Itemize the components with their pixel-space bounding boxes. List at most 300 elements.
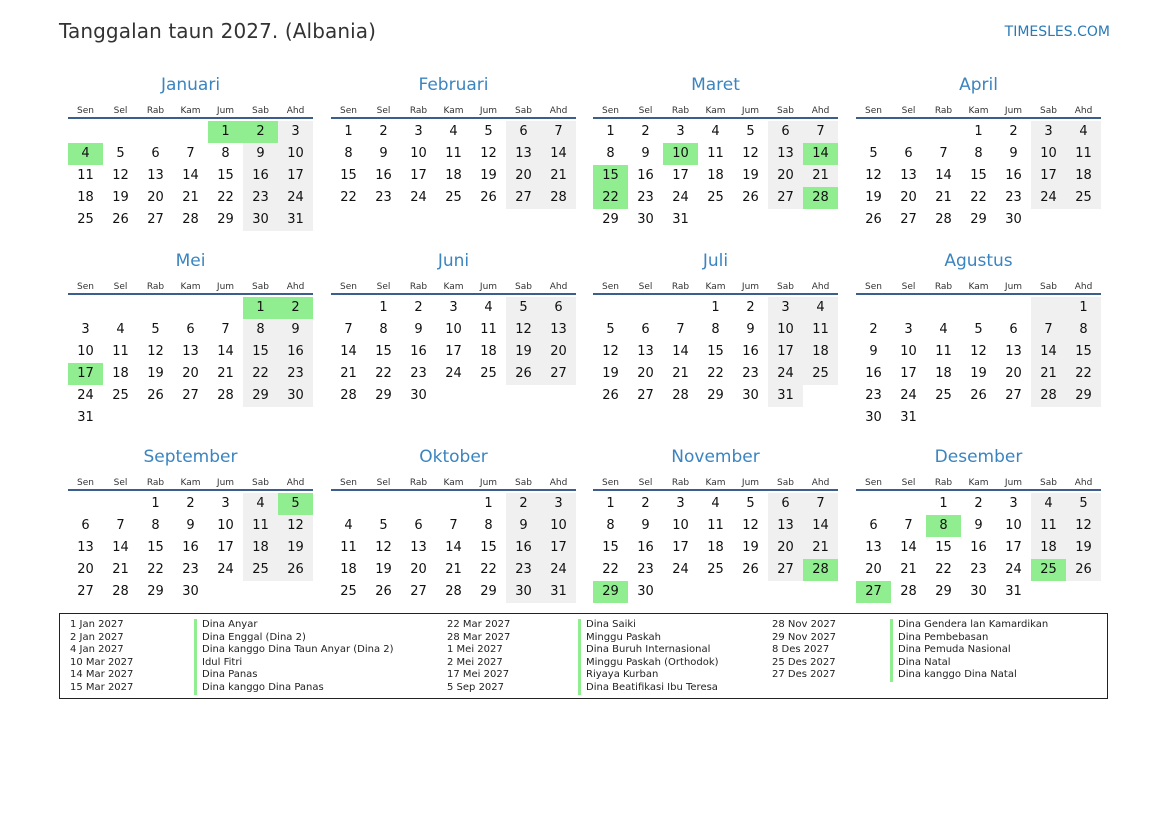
weekday-header: [856, 272, 1101, 295]
weekday-label: Rab: [934, 106, 953, 116]
weekday-label: Rab: [409, 106, 428, 116]
month-title: Agustus: [944, 251, 1013, 271]
day-cell: 19: [375, 562, 392, 577]
holiday-date: 25 Des 2027: [772, 656, 836, 668]
empty-day-cell: [961, 297, 996, 319]
weekday-label: Sen: [602, 478, 619, 488]
day-cell: 11: [1031, 515, 1066, 537]
weekday-label: Ahd: [811, 478, 830, 488]
empty-day-cell: [663, 581, 698, 603]
day-cell: 5: [116, 146, 125, 161]
day-cell: 5: [506, 297, 541, 319]
empty-day-cell: [961, 407, 996, 429]
day-cell: 21: [1031, 363, 1066, 385]
day-cell: 18: [1031, 537, 1066, 559]
day-cell: 19: [480, 168, 497, 183]
day-cell: 1: [379, 300, 388, 315]
day-cell: 8: [344, 146, 353, 161]
day-cell: 27: [900, 212, 917, 227]
day-cell: 1: [606, 496, 615, 511]
empty-day-cell: [733, 581, 768, 603]
empty-day-cell: [891, 493, 926, 515]
empty-day-cell: [331, 493, 366, 515]
day-cell: 24: [541, 559, 576, 581]
day-cell: 14: [541, 143, 576, 165]
day-cell: 8: [221, 146, 230, 161]
day-cell: 18: [445, 168, 462, 183]
day-cell: 18: [803, 341, 838, 363]
weekday-label: Jum: [479, 282, 498, 292]
weekday-label: Sel: [376, 282, 391, 292]
day-cell: 17: [1031, 165, 1066, 187]
day-cell: 23: [243, 187, 278, 209]
weekday-label: Sel: [113, 478, 128, 488]
day-cell: 20: [147, 190, 164, 205]
day-cell: 10: [1031, 143, 1066, 165]
empty-day-cell: [856, 297, 891, 319]
day-cell: 10: [278, 143, 313, 165]
empty-day-cell: [1031, 297, 1066, 319]
day-cell: 28: [900, 584, 917, 599]
day-cell: 11: [707, 518, 724, 533]
day-cell: 19: [602, 366, 619, 381]
day-cell: 24: [768, 363, 803, 385]
day-cell: 6: [768, 121, 803, 143]
day-cell: 19: [147, 366, 164, 381]
day-cell: 30: [410, 388, 427, 403]
holiday-name: Riyaya Kurban: [586, 669, 659, 681]
day-cell: 1: [974, 124, 983, 139]
day-cell: 13: [768, 143, 803, 165]
day-cell: 29: [935, 584, 952, 599]
empty-day-cell: [103, 493, 138, 515]
day-cell: 24: [278, 187, 313, 209]
day-cell: 13: [77, 540, 94, 555]
empty-day-cell: [593, 297, 628, 319]
day-cell: 8: [606, 146, 615, 161]
day-cell: 18: [480, 344, 497, 359]
weekday-label: Jum: [1004, 282, 1023, 292]
day-cell: 6: [151, 146, 160, 161]
weekday-label: Ahd: [811, 106, 830, 116]
day-cell: 14: [340, 344, 357, 359]
weekday-label: Sen: [77, 106, 94, 116]
weekday-label: Sen: [865, 478, 882, 488]
weekday-label: Jum: [479, 106, 498, 116]
month-title: November: [671, 447, 760, 467]
empty-day-cell: [768, 581, 803, 603]
empty-day-cell: [698, 209, 733, 231]
day-cell: 17: [217, 540, 234, 555]
day-cell: 9: [869, 344, 878, 359]
day-cell: 6: [506, 121, 541, 143]
month-title: Januari: [160, 75, 221, 95]
day-cell: 5: [484, 124, 493, 139]
day-cell: 7: [939, 146, 948, 161]
weekday-label: Sen: [340, 478, 357, 488]
day-cell: 26: [742, 562, 759, 577]
day-cell: 11: [445, 146, 462, 161]
day-cell: 27: [506, 187, 541, 209]
day-cell: 29: [480, 584, 497, 599]
day-cell: 25: [707, 562, 724, 577]
empty-day-cell: [628, 297, 663, 319]
day-cell: 17: [1005, 540, 1022, 555]
day-cell: 13: [637, 344, 654, 359]
holiday-date: 8 Des 2027: [772, 644, 830, 656]
day-cell: 5: [606, 322, 615, 337]
empty-day-cell: [208, 581, 243, 603]
day-cell: 15: [1066, 341, 1101, 363]
weekday-label: Ahd: [549, 282, 568, 292]
weekday-label: Sel: [376, 106, 391, 116]
month-title: April: [959, 75, 998, 95]
day-cell: 8: [974, 146, 983, 161]
day-cell: 13: [1005, 344, 1022, 359]
day-cell: 22: [707, 366, 724, 381]
weekday-label: Sel: [376, 478, 391, 488]
weekday-label: Sel: [638, 478, 653, 488]
day-cell: 16: [410, 344, 427, 359]
day-cell: 20: [900, 190, 917, 205]
holiday-day-cell: 17: [68, 363, 103, 385]
holiday-list: [59, 613, 1108, 699]
holiday-date: 27 Des 2027: [772, 669, 836, 681]
day-cell: 10: [217, 518, 234, 533]
day-cell: 20: [768, 165, 803, 187]
day-cell: 30: [278, 385, 313, 407]
day-cell: 21: [803, 165, 838, 187]
holiday-day-cell: 15: [593, 165, 628, 187]
day-cell: 3: [278, 121, 313, 143]
day-cell: 27: [410, 584, 427, 599]
day-cell: 5: [974, 322, 983, 337]
weekday-label: Jum: [741, 106, 760, 116]
day-cell: 6: [541, 297, 576, 319]
empty-day-cell: [366, 493, 401, 515]
weekday-label: Sab: [777, 478, 794, 488]
day-grid: [331, 121, 576, 209]
empty-day-cell: [471, 385, 506, 407]
day-cell: 29: [1066, 385, 1101, 407]
day-cell: 16: [1005, 168, 1022, 183]
day-cell: 21: [182, 190, 199, 205]
day-cell: 1: [1066, 297, 1101, 319]
weekday-label: Kam: [705, 282, 726, 292]
day-cell: 19: [970, 366, 987, 381]
day-cell: 3: [1009, 496, 1018, 511]
day-cell: 6: [641, 322, 650, 337]
holiday-day-cell: 1: [208, 121, 243, 143]
weekday-header: [856, 468, 1101, 491]
empty-day-cell: [768, 209, 803, 231]
day-grid: [593, 297, 838, 407]
day-cell: 9: [746, 322, 755, 337]
day-cell: 9: [414, 322, 423, 337]
weekday-header: [593, 96, 838, 119]
empty-day-cell: [436, 493, 471, 515]
empty-day-cell: [173, 407, 208, 429]
empty-day-cell: [1031, 209, 1066, 231]
holiday-name: Dina Gendera lan Kamardikan: [898, 619, 1049, 630]
empty-day-cell: [103, 297, 138, 319]
day-cell: 18: [935, 366, 952, 381]
day-cell: 26: [970, 388, 987, 403]
day-cell: 15: [217, 168, 234, 183]
day-cell: 12: [112, 168, 129, 183]
day-cell: 24: [1005, 562, 1022, 577]
weekday-label: Ahd: [286, 478, 305, 488]
empty-day-cell: [698, 581, 733, 603]
day-cell: 31: [768, 385, 803, 407]
holiday-dates-column: [70, 619, 133, 695]
day-cell: 20: [77, 562, 94, 577]
weekday-label: Sen: [865, 106, 882, 116]
day-cell: 26: [278, 559, 313, 581]
day-cell: 9: [243, 143, 278, 165]
day-cell: 29: [243, 385, 278, 407]
day-cell: 13: [768, 515, 803, 537]
holiday-name: Dina Beatifikasi Ibu Teresa: [586, 681, 718, 693]
day-cell: 11: [803, 319, 838, 341]
day-cell: 2: [414, 300, 423, 315]
weekday-label: Sen: [602, 106, 619, 116]
weekday-label: Kam: [180, 282, 201, 292]
holiday-name: Dina Buruh Internasional: [586, 644, 711, 656]
holiday-day-cell: 14: [803, 143, 838, 165]
day-cell: 17: [672, 168, 689, 183]
day-cell: 25: [480, 366, 497, 381]
day-cell: 29: [707, 388, 724, 403]
day-cell: 27: [182, 388, 199, 403]
empty-day-cell: [68, 121, 103, 143]
day-cell: 5: [379, 518, 388, 533]
day-cell: 7: [221, 322, 230, 337]
day-cell: 31: [278, 209, 313, 231]
day-grid: [68, 493, 313, 603]
day-cell: 20: [865, 562, 882, 577]
day-cell: 6: [1009, 322, 1018, 337]
day-cell: 22: [970, 190, 987, 205]
day-cell: 28: [672, 388, 689, 403]
empty-day-cell: [138, 407, 173, 429]
day-cell: 22: [147, 562, 164, 577]
day-cell: 18: [1066, 165, 1101, 187]
day-cell: 27: [768, 187, 803, 209]
day-cell: 3: [676, 496, 685, 511]
day-cell: 26: [865, 212, 882, 227]
day-cell: 1: [711, 300, 720, 315]
weekday-label: Ahd: [1074, 478, 1093, 488]
day-grid: [856, 297, 1101, 429]
day-cell: 9: [641, 518, 650, 533]
day-cell: 27: [147, 212, 164, 227]
holiday-date: 5 Sep 2027: [447, 681, 505, 693]
day-cell: 19: [278, 537, 313, 559]
day-cell: 11: [480, 322, 497, 337]
day-cell: 7: [344, 322, 353, 337]
day-cell: 12: [480, 146, 497, 161]
day-cell: 10: [410, 146, 427, 161]
month-januari: [68, 74, 313, 231]
day-cell: 24: [900, 388, 917, 403]
day-cell: 15: [480, 540, 497, 555]
day-cell: 23: [865, 388, 882, 403]
empty-day-cell: [401, 493, 436, 515]
weekday-label: Kam: [705, 106, 726, 116]
day-cell: 26: [602, 388, 619, 403]
month-title: Desember: [934, 447, 1023, 467]
weekday-label: Rab: [671, 478, 690, 488]
weekday-header: [68, 468, 313, 491]
holiday-day-cell: 28: [803, 559, 838, 581]
holiday-name: Dina kanggo Dina Taun Anyar (Dina 2): [202, 644, 394, 656]
day-cell: 20: [541, 341, 576, 363]
empty-day-cell: [891, 297, 926, 319]
weekday-label: Sen: [340, 282, 357, 292]
day-cell: 16: [742, 344, 759, 359]
holiday-name: Dina Panas: [202, 669, 258, 681]
holiday-date: 17 Mei 2027: [447, 669, 510, 681]
day-cell: 21: [340, 366, 357, 381]
day-cell: 27: [77, 584, 94, 599]
day-cell: 3: [1031, 121, 1066, 143]
day-cell: 27: [1005, 388, 1022, 403]
holiday-name: Dina Anyar: [202, 619, 258, 630]
empty-day-cell: [1066, 581, 1101, 603]
day-cell: 24: [77, 388, 94, 403]
day-cell: 25: [77, 212, 94, 227]
day-cell: 9: [1009, 146, 1018, 161]
holiday-date: 22 Mar 2027: [447, 619, 511, 630]
day-cell: 5: [746, 496, 755, 511]
day-cell: 4: [116, 322, 125, 337]
brand-link[interactable]: TIMESLES.COM: [1004, 24, 1110, 40]
day-cell: 25: [935, 388, 952, 403]
day-cell: 23: [1005, 190, 1022, 205]
empty-day-cell: [68, 493, 103, 515]
weekday-label: Sel: [901, 106, 916, 116]
day-cell: 4: [939, 322, 948, 337]
day-cell: 15: [340, 168, 357, 183]
day-cell: 16: [243, 165, 278, 187]
day-cell: 31: [672, 212, 689, 227]
day-cell: 9: [506, 515, 541, 537]
weekday-label: Rab: [671, 106, 690, 116]
holiday-date: 15 Mar 2027: [70, 681, 134, 693]
holiday-name: Dina kanggo Dina Panas: [202, 681, 324, 693]
day-cell: 30: [742, 388, 759, 403]
day-cell: 14: [112, 540, 129, 555]
day-cell: 8: [1066, 319, 1101, 341]
month-juni: [331, 250, 576, 407]
month-title: Maret: [691, 75, 740, 95]
day-cell: 12: [970, 344, 987, 359]
day-cell: 9: [186, 518, 195, 533]
weekday-label: Sab: [777, 106, 794, 116]
day-cell: 22: [243, 363, 278, 385]
month-april: [856, 74, 1101, 231]
day-cell: 2: [379, 124, 388, 139]
holiday-date: 29 Nov 2027: [772, 631, 837, 643]
day-cell: 4: [449, 124, 458, 139]
day-cell: 14: [182, 168, 199, 183]
day-cell: 20: [637, 366, 654, 381]
month-november: [593, 446, 838, 603]
day-cell: 27: [768, 559, 803, 581]
day-cell: 3: [449, 300, 458, 315]
day-cell: 30: [637, 212, 654, 227]
day-cell: 18: [340, 562, 357, 577]
empty-day-cell: [173, 121, 208, 143]
empty-day-cell: [663, 297, 698, 319]
weekday-label: Sab: [252, 282, 269, 292]
weekday-label: Kam: [968, 106, 989, 116]
day-cell: 26: [480, 190, 497, 205]
weekday-header: [331, 468, 576, 491]
weekday-label: Jum: [216, 106, 235, 116]
weekday-label: Jum: [741, 478, 760, 488]
day-cell: 18: [243, 537, 278, 559]
day-cell: 6: [186, 322, 195, 337]
day-cell: 11: [340, 540, 357, 555]
weekday-label: Sel: [638, 282, 653, 292]
holiday-day-cell: 1: [243, 297, 278, 319]
day-cell: 11: [77, 168, 94, 183]
day-cell: 2: [746, 300, 755, 315]
holiday-day-cell: 2: [243, 121, 278, 143]
empty-day-cell: [103, 121, 138, 143]
weekday-label: Sab: [515, 478, 532, 488]
day-cell: 7: [186, 146, 195, 161]
day-cell: 1: [484, 496, 493, 511]
empty-day-cell: [103, 407, 138, 429]
day-cell: 12: [506, 319, 541, 341]
day-cell: 16: [970, 540, 987, 555]
empty-day-cell: [138, 297, 173, 319]
day-cell: 4: [803, 297, 838, 319]
weekday-label: Ahd: [811, 282, 830, 292]
holiday-date: 2 Jan 2027: [70, 631, 124, 643]
holiday-date: 4 Jan 2027: [70, 644, 124, 656]
day-cell: 10: [900, 344, 917, 359]
day-cell: 3: [676, 124, 685, 139]
day-grid: [331, 493, 576, 603]
empty-day-cell: [856, 121, 891, 143]
holiday-date: 1 Mei 2027: [447, 644, 503, 656]
day-cell: 2: [186, 496, 195, 511]
month-title: Juli: [702, 251, 729, 271]
month-mei: [68, 250, 313, 429]
day-cell: 26: [375, 584, 392, 599]
empty-day-cell: [1066, 209, 1101, 231]
day-cell: 13: [900, 168, 917, 183]
holiday-name: Dina Saiki: [586, 619, 636, 630]
weekday-label: Kam: [443, 106, 464, 116]
day-cell: 14: [803, 515, 838, 537]
day-cell: 22: [602, 562, 619, 577]
day-cell: 20: [768, 537, 803, 559]
day-cell: 12: [742, 518, 759, 533]
empty-day-cell: [541, 385, 576, 407]
day-cell: 6: [81, 518, 90, 533]
weekday-label: Jum: [1004, 106, 1023, 116]
day-cell: 3: [414, 124, 423, 139]
day-cell: 23: [375, 190, 392, 205]
weekday-header: [68, 96, 313, 119]
weekday-label: Kam: [705, 478, 726, 488]
day-cell: 8: [243, 319, 278, 341]
